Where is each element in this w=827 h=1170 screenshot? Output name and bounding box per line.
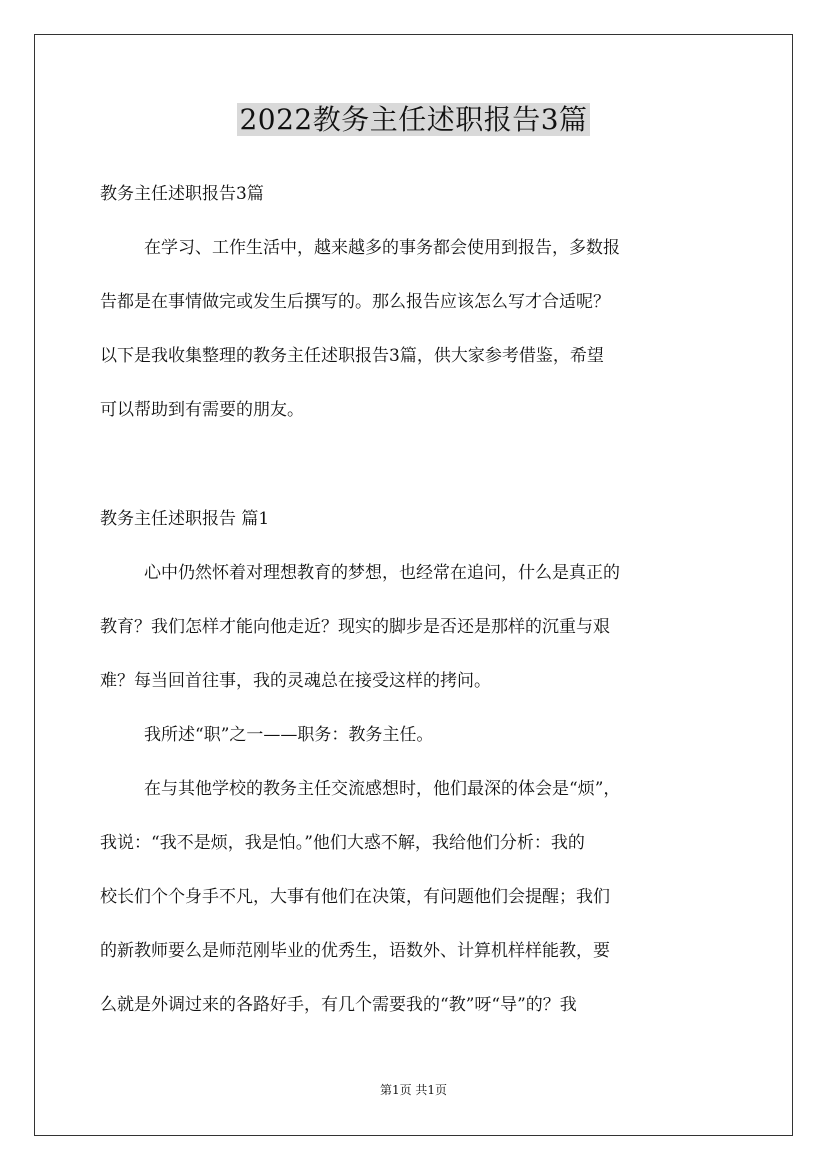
page-footer: 第1页 共1页: [379, 1083, 448, 1097]
paragraph-line: 我所述“职”之一——职务：教务主任。: [144, 725, 434, 745]
paragraph-line: 在学习、工作生活中，越来越多的事务都会使用到报告，多数报: [144, 238, 620, 258]
paragraph-line: 的新教师要么是师范刚毕业的优秀生，语数外、计算机样样能教，要: [100, 941, 610, 961]
paragraph-line: 以下是我收集整理的教务主任述职报告3篇，供大家参考借鉴，希望: [100, 346, 604, 366]
paragraph-line: 心中仍然怀着对理想教育的梦想，也经常在追问，什么是真正的: [144, 563, 620, 583]
paragraph-line: 难？每当回首往事，我的灵魂总在接受这样的拷问。: [100, 671, 491, 691]
paragraph-line: 可以帮助到有需要的朋友。: [100, 400, 304, 420]
paragraph-line: 我说：“我不是烦，我是怕。”他们大惑不解，我给他们分析：我的: [100, 833, 585, 853]
paragraph-line: 在与其他学校的教务主任交流感想时，他们最深的体会是“烦”，: [144, 779, 621, 799]
document-subtitle: 教务主任述职报告3篇: [100, 184, 264, 204]
section-heading: 教务主任述职报告 篇1: [100, 509, 270, 529]
paragraph-line: 校长们个个身手不凡，大事有他们在决策，有问题他们会提醒；我们: [100, 887, 610, 907]
paragraph-line: 么就是外调过来的各路好手，有几个需要我的“教”呀“导”的？我: [100, 995, 577, 1015]
document-title-wrapper: [0, 100, 827, 140]
paragraph-line: 告都是在事情做完或发生后撰写的。那么报告应该怎么写才合适呢？: [100, 292, 610, 312]
document-title: 2022教务主任述职报告3篇: [239, 103, 588, 136]
paragraph-line: 教育？我们怎样才能向他走近？现实的脚步是否还是那样的沉重与艰: [100, 617, 610, 637]
